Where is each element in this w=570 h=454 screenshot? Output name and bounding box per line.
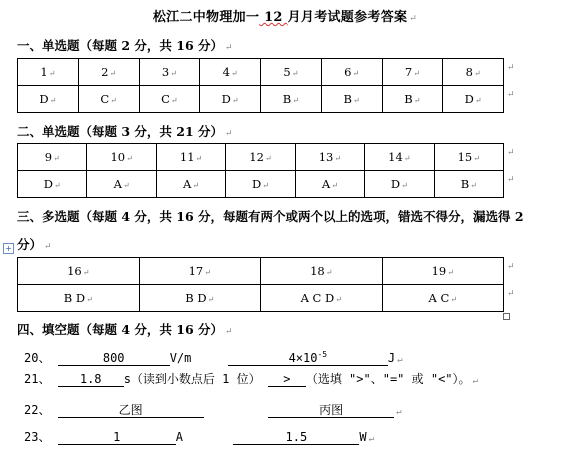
question-number-cell bbox=[18, 258, 140, 285]
q20-line bbox=[24, 348, 403, 366]
cell-mark-icon: ↵ bbox=[470, 181, 477, 190]
answer-cell bbox=[226, 171, 295, 198]
answer-cell bbox=[321, 86, 382, 113]
q23-line bbox=[24, 428, 374, 445]
answer-value: A bbox=[183, 177, 192, 191]
cell-mark-icon: ↵ bbox=[352, 69, 360, 78]
answer-value: D bbox=[43, 177, 53, 191]
section3-answer-table bbox=[17, 257, 504, 312]
cell-mark-icon: ↵ bbox=[334, 154, 342, 163]
q22-number: 22、 bbox=[24, 403, 51, 417]
answer-value: B bbox=[282, 92, 292, 106]
q21-answer1: 1.8 bbox=[58, 372, 124, 387]
question-number: 13 bbox=[318, 150, 334, 164]
answer-value: D bbox=[39, 92, 49, 106]
answer-value: B bbox=[404, 92, 413, 106]
answer-value: D bbox=[390, 177, 401, 191]
q21-unit1: s（读到小数点后 1 位） bbox=[123, 372, 261, 386]
question-number-cell bbox=[261, 258, 383, 285]
q22-answer2: 丙图 bbox=[268, 403, 394, 418]
q21-unit2: （选填 ">"、"=" 或 "<"）。 bbox=[305, 372, 471, 386]
question-number-cell bbox=[261, 59, 322, 86]
cell-mark-icon: ↵ bbox=[126, 154, 133, 163]
question-number: 5 bbox=[283, 65, 291, 79]
question-number-cell bbox=[382, 59, 443, 86]
section4-heading bbox=[17, 320, 233, 338]
answer-cell bbox=[18, 86, 79, 113]
question-number-cell bbox=[321, 59, 382, 86]
number-row bbox=[18, 59, 504, 86]
cell-mark-icon: ↵ bbox=[195, 154, 203, 163]
answer-value: C bbox=[100, 92, 110, 106]
cell-mark-icon: ↵ bbox=[262, 181, 269, 190]
cell-mark-icon: ↵ bbox=[292, 96, 299, 105]
paragraph-mark-icon: ↵ bbox=[507, 175, 515, 185]
answer-cell bbox=[139, 285, 261, 312]
section3-heading-text: 三、多选题（每题 4 分，共 16 分，每题有两个或两个以上的选项，错选不得分，漏选得 2 bbox=[17, 209, 524, 224]
cell-mark-icon: ↵ bbox=[353, 96, 360, 105]
section2-heading bbox=[17, 122, 233, 140]
paragraph-mark-icon: ↵ bbox=[507, 262, 515, 272]
question-number: 8 bbox=[465, 65, 473, 79]
paragraph-mark-icon: ↵ bbox=[396, 407, 402, 417]
question-number-cell bbox=[78, 59, 139, 86]
cell-mark-icon: ↵ bbox=[122, 181, 130, 190]
q23-answer2: 1.5 bbox=[233, 430, 359, 445]
q22-line bbox=[24, 401, 402, 418]
cell-mark-icon: ↵ bbox=[49, 96, 57, 105]
paragraph-mark-icon: ↵ bbox=[44, 242, 52, 252]
answer-cell bbox=[434, 171, 503, 198]
paragraph-mark-icon: ↵ bbox=[225, 327, 233, 337]
q21-line bbox=[24, 370, 478, 387]
cell-mark-icon: ↵ bbox=[325, 268, 333, 277]
answer-value: A C bbox=[428, 291, 450, 305]
question-number-cell bbox=[156, 144, 225, 171]
cell-mark-icon: ↵ bbox=[264, 154, 272, 163]
number-row bbox=[18, 258, 504, 285]
answer-cell bbox=[156, 171, 225, 198]
cell-mark-icon: ↵ bbox=[82, 268, 90, 277]
question-number-cell bbox=[382, 258, 504, 285]
table-resize-handle-icon[interactable] bbox=[503, 313, 510, 320]
paragraph-mark-icon: ↵ bbox=[472, 376, 478, 386]
cell-mark-icon: ↵ bbox=[230, 69, 238, 78]
cell-mark-icon: ↵ bbox=[53, 154, 60, 163]
cell-mark-icon: ↵ bbox=[170, 69, 177, 78]
q22-answer1: 乙图 bbox=[58, 403, 204, 418]
question-number: 16 bbox=[67, 264, 82, 278]
q23-unit1: A bbox=[175, 430, 183, 444]
cell-mark-icon: ↵ bbox=[413, 69, 420, 78]
q21-answer2: > bbox=[268, 372, 306, 387]
question-number: 7 bbox=[404, 65, 413, 79]
cell-mark-icon: ↵ bbox=[447, 268, 454, 277]
section2-answer-table bbox=[17, 143, 504, 198]
cell-mark-icon: ↵ bbox=[450, 295, 457, 304]
table-move-handle-icon[interactable]: + bbox=[3, 243, 14, 254]
section3-heading-line1 bbox=[17, 207, 524, 225]
question-number-cell bbox=[18, 59, 79, 86]
answer-value: B bbox=[460, 177, 470, 191]
paragraph-mark-icon: ↵ bbox=[507, 90, 515, 100]
cell-mark-icon: ↵ bbox=[473, 154, 480, 163]
cell-mark-icon: ↵ bbox=[474, 96, 482, 105]
section3-heading-text-cont: 分） bbox=[17, 237, 43, 252]
cell-mark-icon: ↵ bbox=[401, 181, 408, 190]
answer-value: B D bbox=[185, 291, 207, 305]
answer-cell bbox=[18, 285, 140, 312]
question-number-cell bbox=[443, 59, 504, 86]
answer-row bbox=[18, 171, 504, 198]
question-number: 12 bbox=[249, 150, 264, 164]
question-number: 9 bbox=[44, 150, 53, 164]
answer-cell bbox=[261, 86, 322, 113]
question-number-cell bbox=[226, 144, 295, 171]
cell-mark-icon: ↵ bbox=[403, 154, 411, 163]
q20-answer2 bbox=[228, 348, 388, 366]
answer-value: D bbox=[252, 177, 262, 191]
q20-unit2: J bbox=[387, 351, 396, 365]
cell-mark-icon: ↵ bbox=[207, 295, 215, 304]
section1-heading-text: 一、单选题（每题 2 分，共 16 分） bbox=[17, 38, 224, 53]
question-number: 6 bbox=[344, 65, 352, 79]
paragraph-mark-icon: ↵ bbox=[225, 129, 233, 139]
cell-mark-icon: ↵ bbox=[473, 69, 481, 78]
cell-mark-icon: ↵ bbox=[53, 181, 61, 190]
question-number: 1 bbox=[40, 65, 48, 79]
question-number: 19 bbox=[431, 264, 447, 278]
question-number: 14 bbox=[388, 150, 403, 164]
title-suffix: 月月考试题参考答案 bbox=[287, 10, 408, 25]
answer-cell bbox=[87, 171, 156, 198]
answer-cell bbox=[78, 86, 139, 113]
answer-value: A bbox=[321, 177, 331, 191]
question-number-cell bbox=[87, 144, 156, 171]
section4-heading-text: 四、填空题（每题 4 分，共 16 分） bbox=[17, 322, 224, 337]
question-number-cell bbox=[295, 144, 364, 171]
cell-mark-icon: ↵ bbox=[331, 181, 338, 190]
q23-answer1: 1 bbox=[58, 430, 176, 445]
q23-number: 23、 bbox=[24, 430, 51, 444]
answer-value: D bbox=[464, 92, 474, 106]
cell-mark-icon: ↵ bbox=[86, 295, 93, 304]
question-number-cell bbox=[139, 59, 200, 86]
title-prefix: 松江二中物理加一 bbox=[152, 10, 260, 25]
q20-answer2-base: 4×10 bbox=[288, 351, 318, 365]
question-number: 10 bbox=[110, 150, 126, 164]
question-number: 2 bbox=[101, 65, 109, 79]
answer-cell bbox=[18, 171, 87, 198]
answer-cell bbox=[382, 86, 443, 113]
question-number: 3 bbox=[161, 65, 170, 79]
cell-mark-icon: ↵ bbox=[48, 69, 56, 78]
cell-mark-icon: ↵ bbox=[109, 69, 117, 78]
answer-cell bbox=[365, 171, 434, 198]
question-number-cell bbox=[18, 144, 87, 171]
question-number: 17 bbox=[188, 264, 204, 278]
answer-value: A bbox=[113, 177, 122, 191]
q23-unit2: W bbox=[359, 430, 367, 444]
section1-answer-table bbox=[17, 58, 504, 113]
answer-value: B D bbox=[63, 291, 86, 305]
answer-row bbox=[18, 86, 504, 113]
section3-heading-line2 bbox=[17, 235, 52, 253]
q20-answer1: 800 bbox=[58, 351, 170, 366]
paragraph-mark-icon: ↵ bbox=[409, 14, 418, 24]
cell-mark-icon: ↵ bbox=[413, 96, 421, 105]
answer-cell bbox=[261, 285, 383, 312]
cell-mark-icon: ↵ bbox=[170, 96, 178, 105]
q20-answer2-exponent: -5 bbox=[317, 350, 328, 359]
paragraph-mark-icon: ↵ bbox=[507, 148, 515, 158]
answer-value: C bbox=[161, 92, 170, 106]
paragraph-mark-icon: ↵ bbox=[507, 289, 515, 299]
question-number: 15 bbox=[457, 150, 473, 164]
answer-cell bbox=[139, 86, 200, 113]
title-month-number: 12 bbox=[259, 10, 288, 25]
cell-mark-icon: ↵ bbox=[192, 181, 200, 190]
section2-heading-text: 二、单选题（每题 3 分，共 21 分） bbox=[17, 124, 224, 139]
question-number-cell bbox=[200, 59, 261, 86]
answer-cell bbox=[382, 285, 504, 312]
answer-cell bbox=[200, 86, 261, 113]
q21-number: 21、 bbox=[24, 372, 51, 386]
q20-number: 20、 bbox=[24, 351, 51, 365]
q20-unit1: V/m bbox=[169, 351, 192, 365]
paragraph-mark-icon: ↵ bbox=[368, 434, 375, 444]
answer-value: B bbox=[343, 92, 352, 106]
question-number-cell bbox=[139, 258, 261, 285]
section1-heading bbox=[17, 36, 233, 54]
answer-row bbox=[18, 285, 504, 312]
answer-value: A C D bbox=[300, 291, 335, 305]
paragraph-mark-icon: ↵ bbox=[397, 355, 403, 365]
cell-mark-icon: ↵ bbox=[110, 96, 117, 105]
answer-cell bbox=[295, 171, 364, 198]
cell-mark-icon: ↵ bbox=[335, 295, 342, 304]
document-title bbox=[0, 6, 570, 25]
paragraph-mark-icon: ↵ bbox=[507, 63, 515, 73]
paragraph-mark-icon: ↵ bbox=[225, 43, 233, 53]
question-number: 18 bbox=[310, 264, 325, 278]
question-number: 4 bbox=[222, 65, 230, 79]
cell-mark-icon: ↵ bbox=[291, 69, 299, 78]
cell-mark-icon: ↵ bbox=[231, 96, 239, 105]
answer-cell bbox=[443, 86, 504, 113]
number-row bbox=[18, 144, 504, 171]
answer-value: D bbox=[221, 92, 231, 106]
cell-mark-icon: ↵ bbox=[204, 268, 211, 277]
question-number: 11 bbox=[179, 150, 195, 164]
question-number-cell bbox=[365, 144, 434, 171]
question-number-cell bbox=[434, 144, 503, 171]
